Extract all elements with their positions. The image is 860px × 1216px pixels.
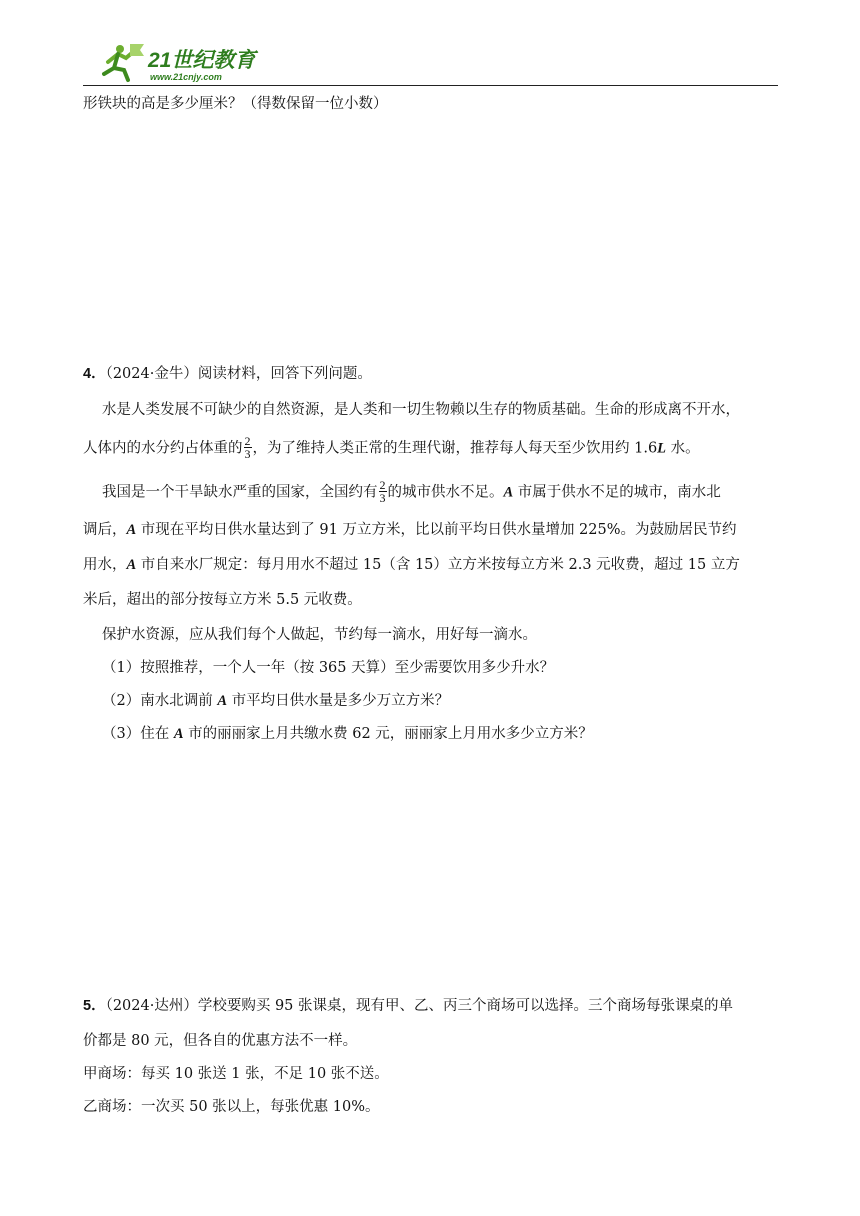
q4-subquestion-3: [102, 724, 593, 744]
text-run: 市现在平均日供水量达到了 91 万立方米，比以前平均日供水量增加 225%。为鼓励居民节约: [136, 522, 737, 538]
q4-paragraph3: 保护水资源，应从我们每个人做起，节约每一滴水，用好每一滴水。: [102, 627, 537, 643]
text-run: 的城市供水不足。: [387, 484, 504, 501]
question-4-source: （2024·金牛）: [105, 366, 198, 382]
city-a-label: A: [217, 693, 228, 709]
question-4-prompt: 阅读材料，回答下列问题。: [197, 366, 372, 382]
fraction-denominator: 3: [379, 491, 386, 505]
q4-paragraph2-line4: 米后，超出的部分按每立方米 5.5 元收费。: [83, 592, 362, 608]
q4-paragraph2-line2: [83, 520, 737, 540]
text-run: 水。: [666, 440, 700, 457]
question-5-number: 5．: [83, 998, 106, 1014]
text-run: 人体内的水分约占体重的: [83, 440, 243, 457]
q4-paragraph2-line1: [102, 480, 721, 505]
q4-subquestion-1: （1）按照推荐，一个人一年（按 365 天算）至少需要饮用多少升水？: [102, 660, 555, 676]
21cnjy-logo: [100, 40, 270, 84]
question-5-line1: [83, 996, 733, 1016]
text-run: 我国是一个干旱缺水严重的国家，全国约有: [102, 484, 378, 501]
fraction-numerator: 2: [379, 478, 386, 492]
store-yi-offer: 乙商场：一次买 50 张以上，每张优惠 10%。: [83, 1099, 380, 1115]
city-a-label: A: [503, 484, 514, 501]
q4-paragraph1-line2: [83, 436, 700, 461]
text-run: 用水，: [83, 557, 127, 573]
header-rule: [83, 85, 778, 86]
city-a-label: A: [126, 557, 137, 573]
question-4-heading: [83, 364, 372, 384]
text-run: 市自来水厂规定：每月用水不超过 15（含 15）立方米按每立方米 2.3 元收费，超过 15 立方: [136, 557, 740, 573]
text-run: ，为了维持人类正常的生理代谢，推荐每人每天至少饮用约 1.6: [252, 440, 658, 457]
page-header: [0, 0, 860, 90]
text-run: 学校要购买 95 张课桌，现有甲、乙、丙三个商场可以选择。三个商场每张课桌的单: [197, 998, 734, 1014]
city-a-label: A: [173, 726, 184, 742]
continued-question-text: 形铁块的高是多少厘米？（得数保留一位小数）: [83, 96, 388, 112]
fraction-denominator: 3: [244, 447, 251, 461]
q4-subquestion-2: [102, 691, 449, 711]
logo-url: www.21cnjy.com: [150, 72, 222, 82]
fraction-two-thirds: [244, 435, 252, 460]
question-5-source: （2024·达州）: [105, 998, 198, 1014]
unit-liter: L: [657, 440, 667, 457]
fraction-two-thirds: [379, 479, 387, 504]
logo-title: 21世纪教育: [148, 49, 256, 72]
q4-paragraph2-line3: [83, 555, 740, 575]
question-5-line2: 价都是 80 元，但各自的优惠方法不一样。: [83, 1033, 358, 1049]
text-run: （2）南水北调前: [102, 693, 218, 709]
fraction-numerator: 2: [244, 434, 251, 448]
text-run: （3）住在: [102, 726, 174, 742]
text-run: 市平均日供水量是多少万立方米？: [227, 693, 450, 709]
text-run: 市属于供水不足的城市，南水北: [513, 484, 721, 501]
city-a-label: A: [126, 522, 137, 538]
store-jia-offer: 甲商场：每买 10 张送 1 张，不足 10 张不送。: [83, 1066, 389, 1082]
question-4-number: 4．: [83, 366, 106, 382]
text-run: 市的丽丽家上月共缴水费 62 元，丽丽家上月用水多少立方米？: [183, 726, 593, 742]
text-run: 调后，: [83, 522, 127, 538]
q4-paragraph1-line1: 水是人类发展不可缺少的自然资源，是人类和一切生物赖以生存的物质基础。生命的形成离不开水，: [102, 402, 740, 418]
